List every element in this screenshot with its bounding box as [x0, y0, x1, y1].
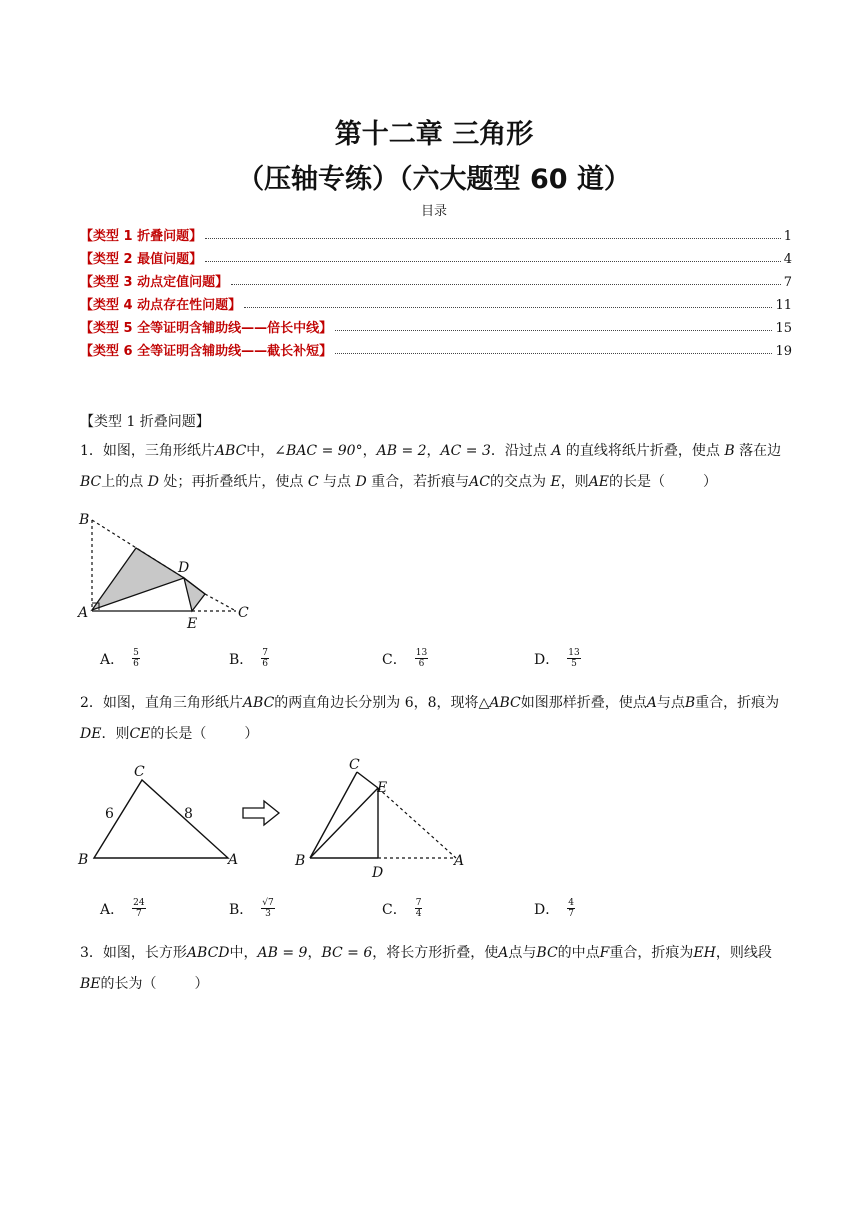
edge-bc [310, 772, 357, 858]
math: DE [80, 726, 102, 742]
math: E [550, 474, 561, 490]
math: ABCD [186, 945, 230, 961]
toc-heading: 目录 [420, 204, 447, 219]
label-b: B [78, 852, 89, 868]
option-letter: A． [100, 651, 125, 668]
math: BE [80, 976, 101, 992]
text: ，则 [560, 474, 589, 490]
numerator: 4 [568, 898, 574, 908]
label-e: E [187, 616, 198, 632]
text: ， [426, 443, 441, 459]
fraction [415, 648, 428, 669]
q1-options [100, 648, 720, 680]
text: 落在边 [734, 443, 782, 459]
text: ） [194, 976, 209, 992]
numerator: 24 [133, 898, 145, 908]
text: 重合，折痕为 [609, 945, 694, 961]
question-3-text [80, 938, 792, 1000]
table-of-contents [80, 221, 792, 359]
option-letter: C． [382, 901, 407, 918]
toc-item-page: 4 [783, 252, 792, 267]
math: △ABC [478, 695, 521, 711]
toc-item-label[interactable]: 【类型 1 折叠问题】 [80, 229, 203, 244]
text: ， [307, 945, 322, 961]
text: 2．如图，直角三角形纸片 [80, 695, 243, 711]
text: 1．如图，三角形纸片 [80, 443, 215, 459]
toc-item-label[interactable]: 【类型 4 动点存在性问题】 [80, 298, 242, 313]
dashed-edge-ea [378, 788, 456, 858]
toc-item[interactable] [80, 267, 792, 290]
option-d[interactable] [534, 898, 575, 919]
option-c[interactable] [382, 648, 428, 669]
figure-q2-right-triangle [74, 760, 244, 875]
toc-item[interactable] [80, 221, 792, 244]
text: 的长是（ [150, 726, 207, 742]
math: D [355, 474, 367, 490]
question-2-text [80, 688, 792, 750]
numerator: 5 [133, 648, 139, 658]
math: BC = 6 [321, 945, 373, 961]
fraction [567, 648, 580, 669]
toc-item[interactable] [80, 313, 792, 336]
option-b[interactable] [229, 898, 275, 919]
toc-item-label[interactable]: 【类型 5 全等证明含辅助线——倍长中线】 [80, 321, 333, 336]
figure-q2-folded-triangle [290, 752, 475, 882]
math: D [147, 474, 159, 490]
text: 中， [246, 443, 275, 459]
toc-item-label[interactable]: 【类型 2 最值问题】 [80, 252, 203, 267]
label-d: D [178, 560, 190, 576]
label-a: A [78, 605, 89, 621]
toc-item[interactable] [80, 290, 792, 313]
label-b: B [79, 512, 90, 528]
label-b: B [295, 853, 306, 869]
math: ABC [242, 695, 275, 711]
math: B [684, 695, 696, 711]
denominator: 5 [571, 659, 577, 669]
label-a: A [228, 852, 239, 868]
text: 3．如图，长方形 [80, 945, 187, 961]
toc-item-label[interactable]: 【类型 6 全等证明含辅助线——截长补短】 [80, 344, 333, 359]
option-letter: B． [229, 651, 254, 668]
fraction [261, 648, 269, 669]
option-letter: A． [100, 901, 125, 918]
toc-leader [205, 238, 781, 239]
numerator: 13 [568, 648, 580, 658]
option-letter: D． [534, 901, 560, 918]
math: A [498, 945, 509, 961]
numerator: 7 [415, 898, 422, 908]
label-a: A [454, 853, 465, 869]
math: EH [693, 945, 716, 961]
chapter-title: 第十二章 三角形 [334, 119, 534, 150]
text: 的两直角边长分别为 6，8，现将 [274, 695, 479, 711]
text: 点与 [508, 945, 537, 961]
toc-item[interactable] [80, 336, 792, 359]
text: ，将长方形折叠，使 [372, 945, 499, 961]
label-c: C [238, 605, 249, 621]
figure-q1-folded-triangle [74, 506, 264, 634]
toc-item-page: 7 [783, 275, 792, 290]
denominator: 7 [568, 909, 574, 919]
math: A [551, 443, 562, 459]
denominator: 7 [135, 909, 142, 919]
numerator: 13 [415, 648, 428, 658]
text: ．沿过点 [490, 443, 552, 459]
denominator: 4 [415, 909, 422, 919]
text: 中， [229, 945, 258, 961]
math: AE [588, 474, 610, 490]
math: F [599, 945, 610, 961]
text: ，则线段 [715, 945, 772, 961]
text: 的中点 [557, 945, 600, 961]
text: 的长为（ [100, 976, 157, 992]
label-e: E [377, 780, 388, 796]
toc-item-label[interactable]: 【类型 3 动点定值问题】 [80, 275, 229, 290]
math: A [646, 695, 657, 711]
toc-leader [205, 261, 781, 262]
toc-leader [335, 330, 772, 331]
folded-region-abd [92, 548, 184, 610]
edge-be [310, 788, 378, 858]
math: ∠BAC = 90° [274, 443, 363, 459]
numerator: 7 [262, 648, 269, 658]
toc-leader [231, 284, 781, 285]
numerator: √7 [262, 898, 274, 908]
text: 的交点为 [490, 474, 551, 490]
option-letter: B． [229, 901, 254, 918]
math: CE [129, 726, 151, 742]
fraction [567, 898, 575, 919]
toc-item[interactable] [80, 244, 792, 267]
q2-options [100, 898, 720, 930]
denominator: 6 [418, 659, 425, 669]
text: ） [244, 726, 259, 742]
math: C [307, 474, 319, 490]
option-c[interactable] [382, 898, 422, 919]
toc-item-page: 1 [783, 229, 792, 244]
toc-item-page: 11 [775, 298, 792, 313]
edge-ce [357, 772, 378, 788]
math: B [724, 443, 735, 459]
label-side-8: 8 [184, 806, 193, 822]
text: 与点 [656, 695, 685, 711]
math: AB = 9 [257, 945, 308, 961]
right-arrow-icon [242, 798, 282, 828]
text: 如图那样折叠，使点 [520, 695, 647, 711]
text: 重合，折痕为 [695, 695, 780, 711]
math: ABC [214, 443, 247, 459]
denominator: 6 [133, 659, 139, 669]
denominator: 3 [265, 909, 271, 919]
text: 处；再折叠纸片，使点 [158, 474, 308, 490]
triangle-abc [94, 780, 228, 858]
option-d[interactable] [534, 648, 581, 669]
math: BC [536, 945, 558, 961]
fraction [261, 898, 274, 919]
toc-leader [335, 353, 772, 354]
label-side-6: 6 [105, 806, 114, 822]
option-b[interactable] [229, 648, 269, 669]
text: 重合，若折痕与 [366, 474, 470, 490]
fraction [132, 648, 140, 669]
text: ．则 [101, 726, 130, 742]
text: 与点 [318, 474, 356, 490]
denominator: 6 [262, 659, 269, 669]
text: 的长是（ [609, 474, 666, 490]
math: BC [80, 474, 102, 490]
option-letter: D． [534, 651, 560, 668]
label-d: D [372, 865, 384, 881]
math: AC [469, 474, 490, 490]
label-c: C [134, 764, 145, 780]
option-a[interactable] [100, 648, 140, 669]
toc-item-page: 15 [775, 321, 792, 336]
text: 上的点 [101, 474, 148, 490]
section-heading: 【类型 1 折叠问题】 [80, 414, 210, 430]
toc-leader [244, 307, 772, 308]
label-c: C [349, 757, 360, 773]
option-a[interactable] [100, 898, 146, 919]
toc-item-page: 19 [775, 344, 792, 359]
fraction [415, 898, 423, 919]
text: 的直线将纸片折叠，使点 [561, 443, 725, 459]
question-1-text [80, 436, 792, 498]
option-letter: C． [382, 651, 407, 668]
text: ， [362, 443, 377, 459]
chapter-subtitle: （压轴专练）（六大题型 60 道） [237, 164, 631, 195]
text: ） [703, 474, 718, 490]
math: AB = 2 [376, 443, 427, 459]
math: AC = 3 [440, 443, 491, 459]
dashed-edge-dc [205, 594, 236, 611]
folded-region-dec [184, 578, 205, 611]
fraction [132, 898, 145, 919]
